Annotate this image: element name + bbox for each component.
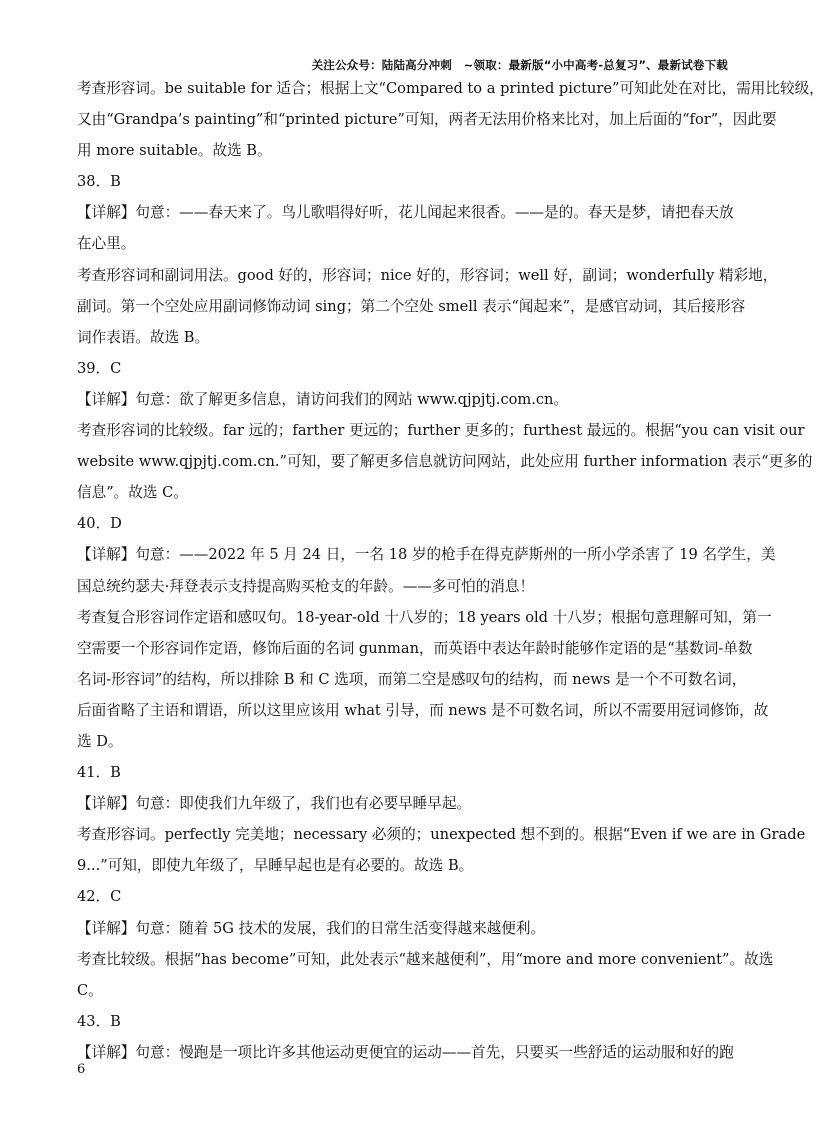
text-line: 39．C (77, 359, 122, 377)
text-line: website www.qjpjtj.com.cn.”可知，要了解更多信息就访问网站，此处应用 further information 表示“更多的 (77, 453, 813, 471)
text-line: 又由“Grandpa’s painting”和“printed picture”可知，两者无法用价格来比对，加上后面的“for”，因此要 (77, 111, 777, 129)
text-line: 考查复合形容词作定语和感叹句。18-year-old 十八岁的；18 years old 十八岁；根据句意理解可知，第一 (77, 608, 772, 626)
text-line: 用 more suitable。故选 B。 (77, 142, 272, 160)
text-line: 考查形容词的比较级。far 远的；farther 更远的；further 更多的；furthest 最远的。根据“you can visit our (77, 422, 805, 440)
text-line: 副词。第一个空处应用副词修饰动词 sing；第二个空处 smell 表示“闻起来”，是感官动词，其后接形容 (77, 297, 746, 315)
text-line: 41．B (77, 764, 121, 782)
text-line: 考查形容词。perfectly 完美地；necessary 必须的；unexpected 想不到的。根据“Even if we are in Grade (77, 826, 806, 844)
text-line: 词作表语。故选 B。 (77, 328, 210, 346)
page-number: 6 (77, 1062, 86, 1077)
text-line: 40．D (77, 515, 122, 533)
document-body (77, 73, 824, 1068)
text-line: 43．B (77, 1012, 121, 1030)
text-line: 38．B (77, 173, 121, 191)
text-line: 【详解】句意：慢跑是一项比许多其他运动更便宜的运动——首先，只要买一些舒适的运动服和好的跑 (77, 1043, 734, 1061)
text-line: C。 (77, 981, 103, 999)
text-line: 选 D。 (77, 732, 123, 750)
text-line: 空需要一个形容词作定语，修饰后面的名词 gunman，而英语中表达年龄时能够作定语的是“基数词-单数 (77, 639, 753, 657)
text-line: 名词-形容词”的结构，所以排除 B 和 C 选项，而第二空是感叹句的结构，而 news 是一个不可数名词， (77, 670, 747, 688)
text-line: 后面省略了主语和谓语，所以这里应该用 what 引导，而 news 是不可数名词，所以不需要用冠词修饰，故 (77, 701, 769, 719)
text-line: 9...”可知，即使九年级了，早睡早起也是有必要的。故选 B。 (77, 857, 474, 875)
text-line: 考查比较级。根据“has become”可知，此处表示“越来越便利”，用“more and more convenient”。故选 (77, 950, 774, 968)
text-line: 【详解】句意：欲了解更多信息，请访问我们的网站 www.qjpjtj.com.cn。 (77, 390, 569, 408)
text-line: 【详解】句意：随着 5G 技术的发展，我们的日常生活变得越来越便利。 (77, 919, 546, 937)
page-header: 关注公众号：陆陆高分冲刺 ~领取：最新版“小中高考-总复习”、最新试卷下载 (311, 58, 728, 72)
text-line: 【详解】句意：即使我们九年级了，我们也有必要早睡早起。 (77, 795, 472, 813)
text-line: 【详解】句意：——2022 年 5 月 24 日，一名 18 岁的枪手在得克萨斯州的一所小学杀害了 19 名学生，美 (77, 546, 776, 564)
text-line: 42．C (77, 888, 122, 906)
text-line: 国总统约瑟夫·拜登表示支持提高购买枪支的年龄。——多可怕的消息！ (77, 577, 535, 595)
text-line: 考查形容词和副词用法。good 好的，形容词；nice 好的，形容词；well 好，副词；wonderfully 精彩地， (77, 266, 778, 284)
text-line: 【详解】句意：——春天来了。鸟儿歌唱得好听，花儿闻起来很香。——是的。春天是梦，请把春天放 (77, 204, 734, 222)
text-line: 在心里。 (77, 235, 136, 253)
text-line: 信息”。故选 C。 (77, 484, 188, 502)
text-line: 考查形容词。be suitable for 适合；根据上文“Compared to a printed picture”可知此处在对比，需用比较级， (77, 80, 824, 97)
